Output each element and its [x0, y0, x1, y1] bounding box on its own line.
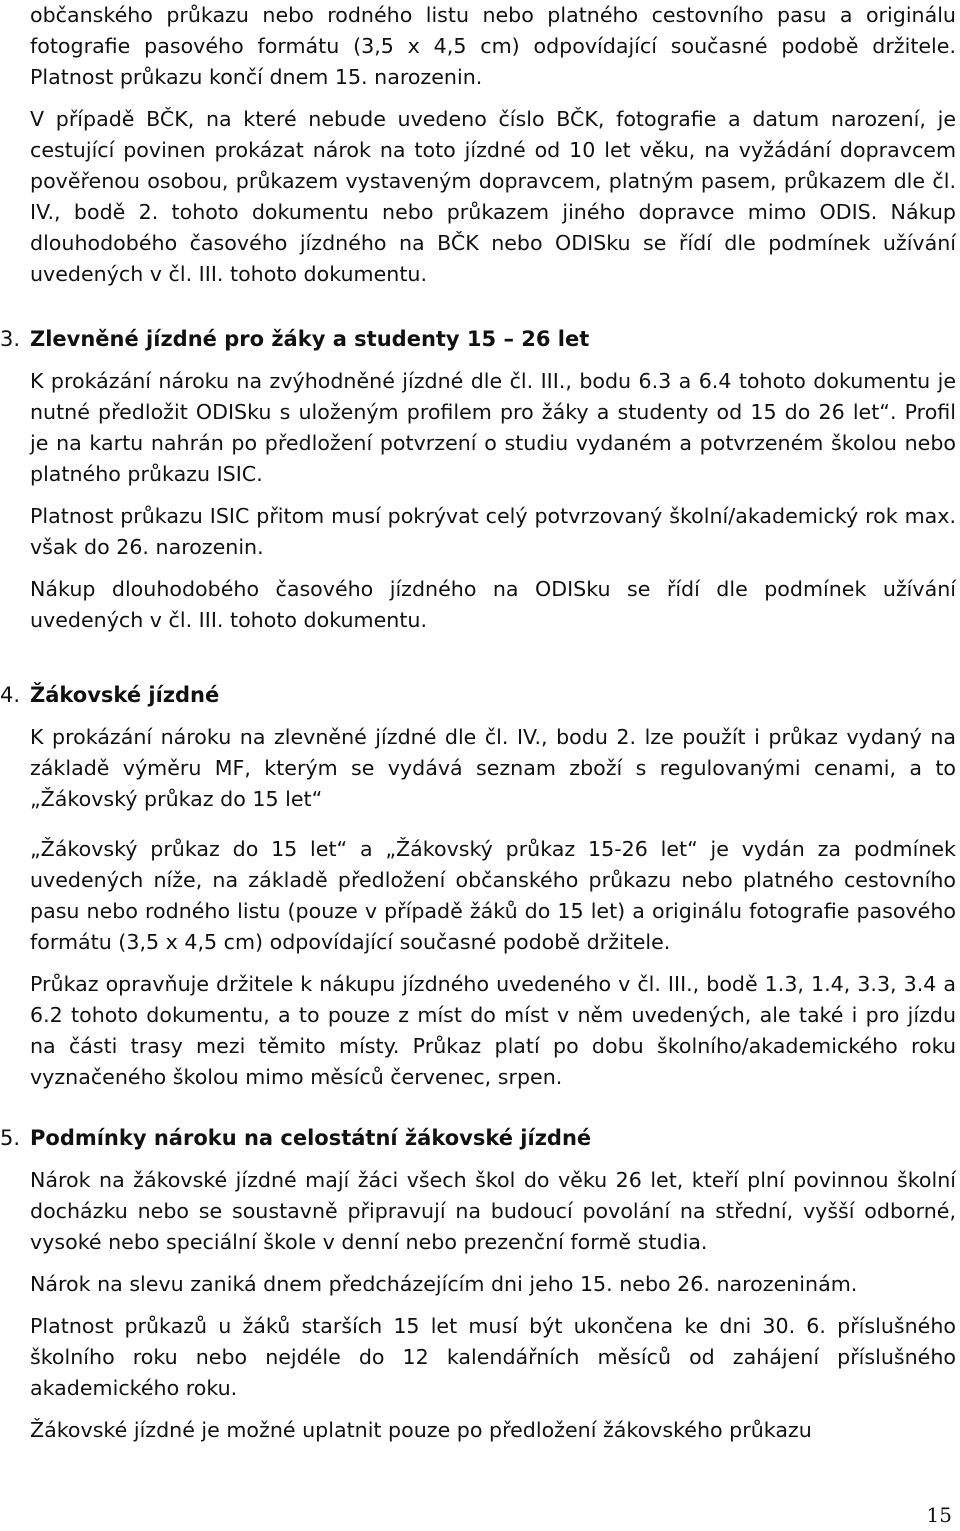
section-3-number: 3. [0, 327, 21, 351]
section-4-paragraph-2: „Žákovský průkaz do 15 let“ a „Žákovský průkaz 15-26 let“ je vydán za podmínek uvedených níže, na základě předložení občanského průkazu nebo platného cestovního pasu nebo rodného listu (pouze v případě žáků do 15 let) a originálu fotografie pasového formátu (3,5 x 4,5 cm) odpovídající současné podobě držitele. [30, 837, 956, 954]
section-5-paragraph-2: Nárok na slevu zaniká dnem předcházejícím dni jeho 15. nebo 26. narozeninám. [30, 1272, 858, 1296]
section-5-paragraph-4: Žákovské jízdné je možné uplatnit pouze po předložení žákovského průkazu [30, 1418, 812, 1442]
section-4-number: 4. [0, 683, 21, 707]
section-5-heading [0, 1123, 956, 1154]
section-3-paragraph-3: Nákup dlouhodobého časového jízdného na ODISku se řídí dle podmínek užívání uvedených v čl. III. tohoto dokumentu. [30, 577, 956, 632]
intro-paragraph-2: V případě BČK, na které nebude uvedeno číslo BČK, fotografie a datum narození, je cestující povinen prokázat nárok na toto jízdné od 10 let věku, na vyžádání dopravcem pověřenou osobou, průkazem vystaveným dopravcem, platným pasem, průkazem dle čl. IV., bodě 2. tohoto dokumentu nebo průkazem jiného dopravce mimo ODIS. Nákup dlouhodobého časového jízdného na BČK nebo ODISku se řídí dle podmínek užívání uvedených v čl. III. tohoto dokumentu. [30, 107, 956, 286]
section-3-paragraph-1: K prokázání nároku na zvýhodněné jízdné dle čl. III., bodu 6.3 a 6.4 tohoto dokumentu je nutné předložit ODISku s uloženým profilem pro žáky a studenty od 15 do 26 let“. Profil je na kartu nahrán po předložení potvrzení o studiu vydaném a potvrzeném školou nebo platného průkazu ISIC. [30, 369, 956, 486]
section-5 [0, 1123, 956, 1446]
section-5-paragraph-1: Nárok na žákovské jízdné mají žáci všech škol do věku 26 let, kteří plní povinnou školní docházku nebo se soustavně připravují na budoucí povolání na střední, vyšší odborné, vysoké nebo speciální škole v denní nebo prezenční formě studia. [30, 1168, 956, 1254]
section-4-paragraph-1: K prokázání nároku na zlevněné jízdné dle čl. IV., bodu 2. lze použít i průkaz vydaný na základě výměru MF, kterým se vydává seznam zboží s regulovanými cenami, a to „Žákovský průkaz do 15 let“ [30, 725, 956, 811]
section-4-heading [0, 680, 956, 711]
section-3-heading [0, 324, 956, 355]
section-5-paragraph-3: Platnost průkazů u žáků starších 15 let musí být ukončena ke dni 30. 6. příslušného školního roku nebo nejdéle do 12 kalendářních měsíců od zahájení příslušného akademického roku. [30, 1314, 956, 1400]
page-number: 15 [926, 1503, 952, 1527]
section-4-title: Žákovské jízdné [30, 683, 220, 707]
section-5-title: Podmínky nároku na celostátní žákovské jízdné [30, 1126, 592, 1150]
section-5-number: 5. [0, 1126, 21, 1150]
intro-paragraph-1: občanského průkazu nebo rodného listu nebo platného cestovního pasu a originálu fotografie pasového formátu (3,5 x 4,5 cm) odpovídající současné podobě držitele. Platnost průkazu končí dnem 15. narozenin. [30, 3, 956, 89]
section-4-paragraph-3: Průkaz opravňuje držitele k nákupu jízdného uvedeného v čl. III., bodě 1.3, 1.4, 3.3, 3.4 a 6.2 tohoto dokumentu, a to pouze z míst do míst v něm uvedených, ale také i pro jízdu na části trasy mezi těmito místy. Průkaz platí po dobu školního/akademického roku vyznačeného školou mimo měsíců červenec, srpen. [30, 972, 956, 1089]
section-4 [0, 680, 956, 1093]
section-3-paragraph-2: Platnost průkazu ISIC přitom musí pokrývat celý potvrzovaný školní/akademický rok max. však do 26. narozenin. [30, 504, 956, 559]
section-3-title: Zlevněné jízdné pro žáky a studenty 15 – 26 let [30, 327, 590, 351]
section-3 [0, 324, 956, 636]
